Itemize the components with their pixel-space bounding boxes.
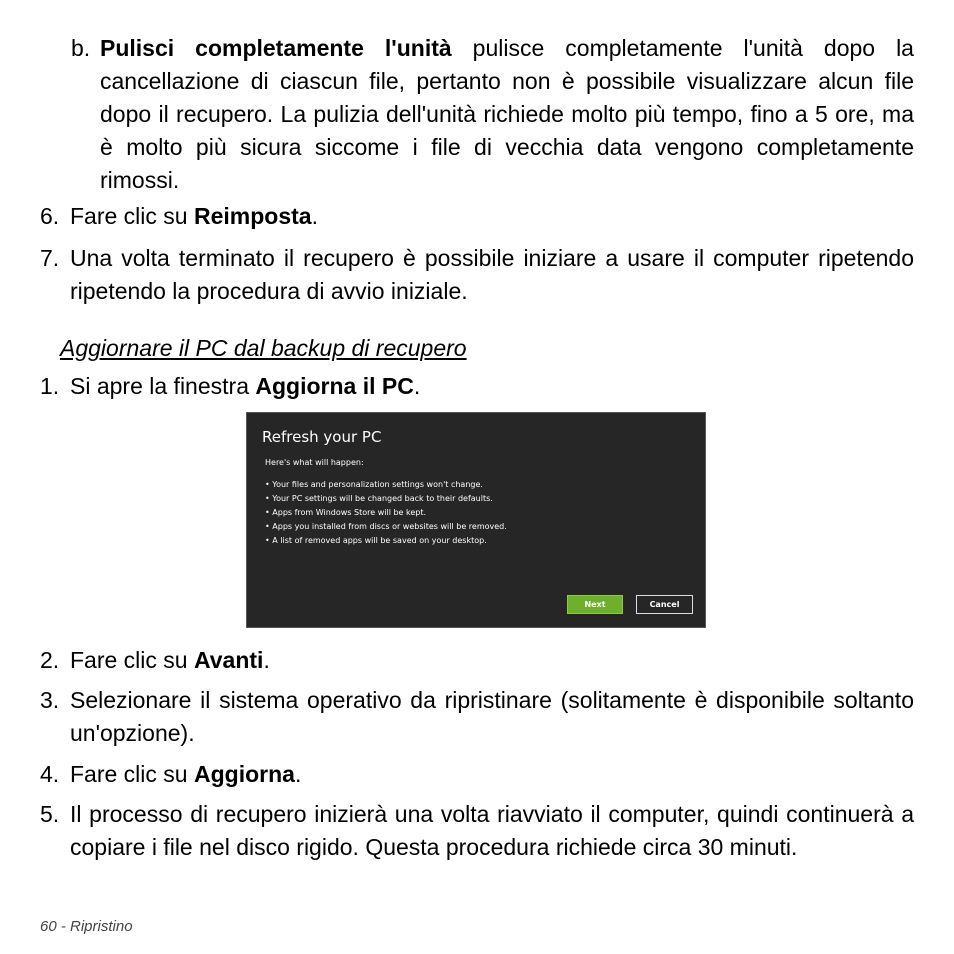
bold-term: Avanti xyxy=(193,647,264,673)
step-6 xyxy=(40,200,914,233)
step-number: 7. xyxy=(40,245,60,271)
step-number: 5. xyxy=(40,801,60,827)
cancel-button[interactable]: Cancel xyxy=(636,595,693,614)
dialog-bullet: • Your files and personalization settings won't change. xyxy=(265,480,483,489)
step-5 xyxy=(40,798,914,864)
bold-term: Aggiorna il PC xyxy=(255,373,414,399)
step-text-end: . xyxy=(263,647,270,673)
step-number: 4. xyxy=(40,761,60,787)
dialog-bullet: • Your PC settings will be changed back to their defaults. xyxy=(265,494,493,503)
item-text: pulisce completamente l'unità dopo la cancellazione di ciascun file, pertanto non è possibile visualizzare alcun file dopo il recupero. La pulizia dell'unità richiede molto più tempo, fino a 5 ore, ma è molto più sicura siccome i file di vecchia data vengono completamente rimossi. xyxy=(100,35,914,193)
step-4 xyxy=(40,758,914,791)
dialog-bullet: • Apps from Windows Store will be kept. xyxy=(265,508,427,517)
bold-term: Pulisci completamente l'unità xyxy=(100,35,452,61)
step-number: 2. xyxy=(40,647,60,673)
step-text: Fare clic su xyxy=(70,647,194,673)
step-number: 6. xyxy=(40,203,60,229)
dialog-title: Refresh your PC xyxy=(262,428,382,446)
step-text: Fare clic su xyxy=(70,203,194,229)
step-text-end: . xyxy=(413,373,421,399)
list-marker: b. xyxy=(71,35,91,61)
page-footer: 60 - Ripristino xyxy=(40,918,133,935)
step-text: Fare clic su xyxy=(70,761,194,787)
step-1 xyxy=(40,370,914,403)
step-text: Il processo di recupero inizierà una volta riavviato il computer, quindi continuerà a copiare i file nel disco rigido. Questa procedura richiede circa 30 minuti. xyxy=(70,801,914,860)
step-text: Si apre la finestra xyxy=(70,373,256,399)
step-number: 1. xyxy=(40,373,60,399)
bold-term: Reimposta xyxy=(193,203,312,229)
list-item-b xyxy=(71,32,914,197)
dialog-bullet: • A list of removed apps will be saved on your desktop. xyxy=(265,536,487,545)
refresh-pc-dialog-screenshot xyxy=(246,412,706,628)
bold-term: Aggiorna xyxy=(193,761,295,787)
section-heading: Aggiornare il PC dal backup di recupero xyxy=(60,335,467,361)
step-7 xyxy=(40,242,914,308)
step-3 xyxy=(40,684,914,750)
step-text: Una volta terminato il recupero è possibile iniziare a usare il computer ripetendo ripetendo la procedura di avvio iniziale. xyxy=(70,245,914,304)
next-button[interactable]: Next xyxy=(567,595,623,614)
step-number: 3. xyxy=(40,687,60,713)
dialog-intro: Here's what will happen: xyxy=(265,458,364,467)
step-2 xyxy=(40,644,914,677)
dialog-bullet-list xyxy=(265,478,507,548)
step-text-end: . xyxy=(311,203,318,229)
dialog-bullet: • Apps you installed from discs or websites will be removed. xyxy=(265,522,507,531)
step-text-end: . xyxy=(294,761,302,787)
step-text: Selezionare il sistema operativo da ripristinare (solitamente è disponibile soltanto un'opzione). xyxy=(70,687,914,746)
